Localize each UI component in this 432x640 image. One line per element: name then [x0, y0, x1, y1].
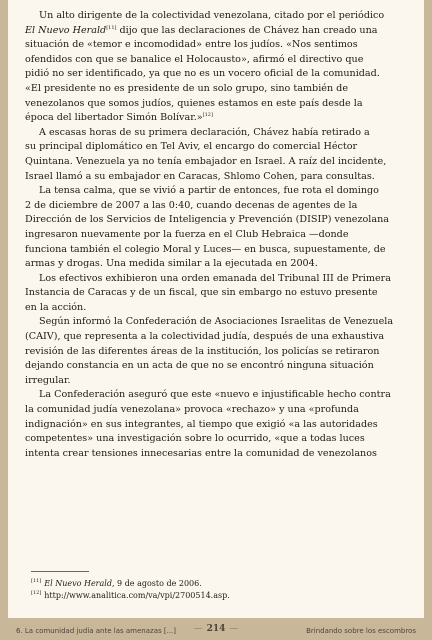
paragraph: Según informó la Confederación de Asociaciones Israelitas de Venezuela (CAIV), que representa a la colectividad judía, después de una exhaustiva revisión de las diferentes áreas de la institución, los policías se retiraron dejando constancia en un acta de que no se encontró ninguna situación irregular.: [25, 316, 394, 386]
paragraph: A escasas horas de su primera declaración, Chávez había retirado a su principal diplomático en Tel Aviv, el encargo do comercial Héctor Quintana. Venezuela ya no tenía embajador en Israel. A raíz del incidente, Israel llamó a su embajador en Caracas, Shlomo Cohen, para consultas.: [25, 126, 387, 182]
dash-right: —: [229, 624, 239, 634]
book-title: Brindando sobre los escombros: [306, 627, 416, 635]
footnotes: [31, 578, 401, 602]
paragraph: Un alto dirigente de la colectividad venezolana, citado por el periódico El Nuevo Herald[11] dijo que las declaraciones de Chávez han creado una situación de «temor e incomodidad» entre los judíos. «Nos sentimos ofendidos con que se banalice el Holocausto», afirmó el directivo que pidió no ser identificado, ya que no es un vocero oficial de la comunidad. «El presidente no es presidente de un solo grupo, sino también de venezolanos que somos judíos, quienes estamos en este país desde la época del libertador Simón Bolívar.»[12]: [25, 10, 385, 124]
italic-title: El Nuevo Herald: [44, 579, 112, 588]
dash-left: —: [193, 624, 203, 634]
paragraph: La tensa calma, que se vivió a partir de entonces, fue rota el domingo 2 de diciembre de 2007 a las 0:40, cuando decenas de agentes de la Dirección de los Servicios de Inteligencia y Prevención (DISIP) venezolana ingresaron nuevamente por la fuerza en el Club Hebraica —donde funciona también el colegio Moral y Luces— en busca, supuestamente, de armas y drogas. Una medida similar a la ejecutada en 2004.: [25, 185, 389, 270]
page-number: 214: [206, 624, 226, 634]
footnote-reference[interactable]: [12]: [202, 111, 213, 118]
italic-title: El Nuevo Herald: [25, 24, 107, 36]
body-text: [25, 9, 411, 461]
footnote: [11] El Nuevo Herald, 9 de agosto de 2006.: [31, 578, 202, 588]
book-page: [8, 0, 424, 618]
footnote-number: [11]: [31, 578, 42, 585]
paragraph: La Confederación aseguró que este «nuevo e injustificable hecho contra la comunidad judía venezolana» provoca «rechazo» y una «profunda indignación» en sus integrantes, al tiempo que exigió «a las autoridades competentes» una investigación sobre lo ocurrido, «que a todas luces intenta crear tensiones innecesarias entre la comunidad de venezolanos: [25, 389, 391, 459]
footnote-number: [12]: [31, 590, 42, 597]
page-footer: [0, 618, 432, 640]
footnote-rule: [31, 571, 89, 572]
paragraph: Los efectivos exhibieron una orden emanada del Tribunal III de Primera Instancia de Caracas y de un fiscal, que sin embargo no estuvo presente en la acción.: [25, 272, 391, 313]
chapter-title: 6. La comunidad judía ante las amenazas [...]: [16, 627, 176, 635]
footnote: [12] http://www.analitica.com/va/vpi/2700514.asp.: [31, 590, 230, 600]
footnote-reference[interactable]: [11]: [106, 24, 117, 31]
